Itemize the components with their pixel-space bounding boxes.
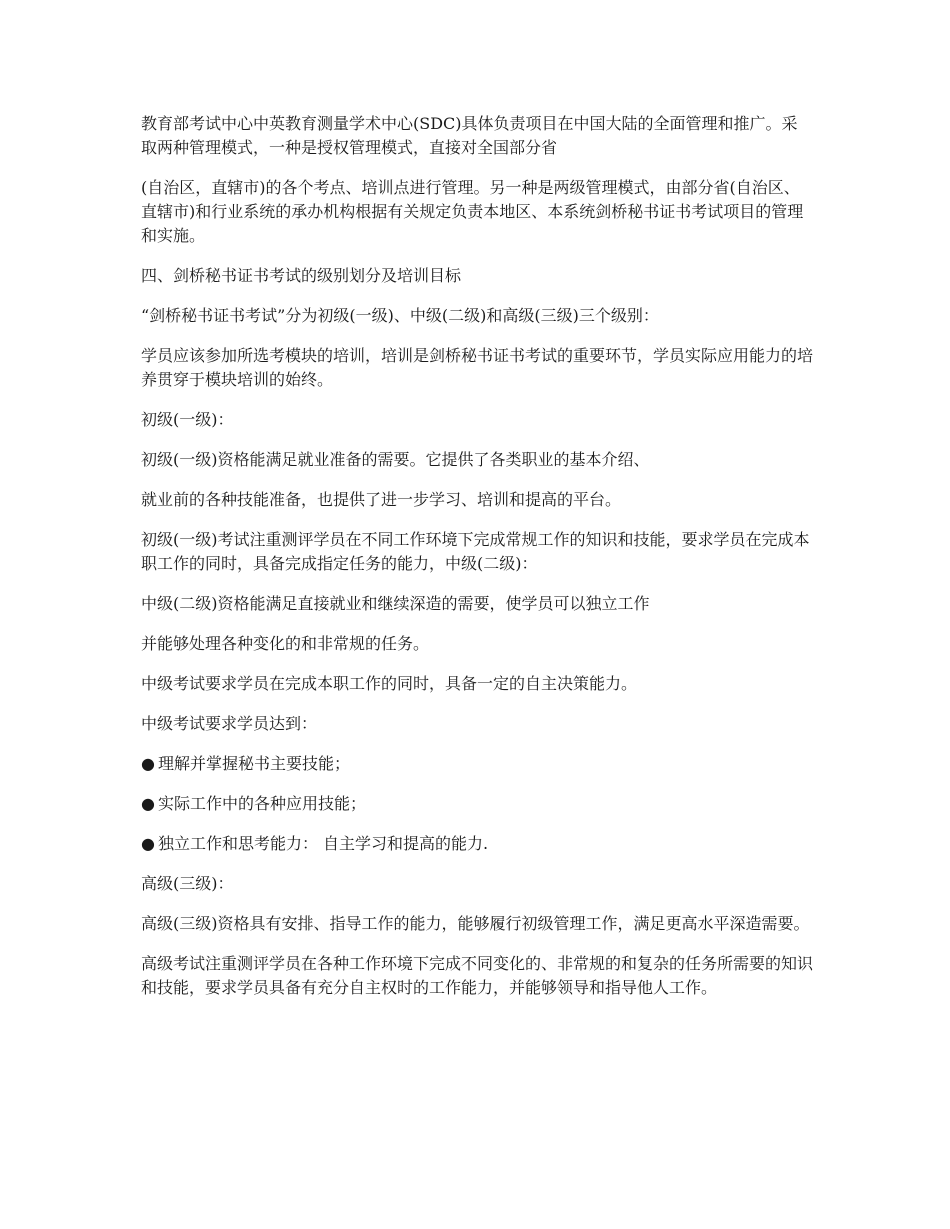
paragraph-training: 学员应该参加所选考模块的培训，培训是剑桥秘书证书考试的重要环节，学员实际应用能力的培养贯穿于模块培训的始终。: [141, 346, 814, 389]
bullet-item: [141, 792, 813, 816]
bullet-text: 独立工作和思考能力： 自主学习和提高的能力.: [157, 834, 489, 853]
subheading-level-three: 高级(三级)：: [141, 874, 234, 893]
paragraph-level-three-intro: 高级(三级)资格具有安排、指导工作的能力，能够履行初级管理工作，满足更高水平深造需要。: [141, 914, 810, 933]
paragraph-level-two-intro: 中级(二级)资格能满足直接就业和继续深造的需要，使学员可以独立工作: [141, 594, 650, 613]
paragraph-level-one-intro: 初级(一级)资格能满足就业准备的需要。它提供了各类职业的基本介绍、: [141, 450, 650, 469]
bullet-item: [141, 752, 813, 776]
bullet-item: [141, 832, 813, 856]
section-heading-levels: 四、剑桥秘书证书考试的级别划分及培训目标: [141, 266, 462, 285]
document-body: [141, 112, 813, 1016]
bullet-icon: ●: [141, 754, 155, 773]
paragraph-level-three-exam: 高级考试注重测评学员在各种工作环境下完成不同变化的、非常规的和复杂的任务所需要的知识和技能，要求学员具备有充分自主权时的工作能力，并能够领导和指导他人工作。: [141, 954, 814, 997]
bullet-text: 理解并掌握秘书主要技能；: [157, 754, 350, 773]
bullet-text: 实际工作中的各种应用技能；: [157, 794, 366, 813]
paragraph-level-two-requirements: 中级考试要求学员达到：: [141, 714, 318, 733]
bullet-icon: ●: [141, 794, 155, 813]
paragraph-level-two-exam: 中级考试要求学员在完成本职工作的同时，具备一定的自主决策能力。: [141, 674, 638, 693]
paragraph-level-one-skills: 就业前的各种技能准备，也提供了进一步学习、培训和提高的平台。: [141, 490, 622, 509]
paragraph-three-levels: “剑桥秘书证书考试”分为初级(一级)、中级(二级)和高级(三级)三个级别：: [141, 306, 659, 325]
paragraph-management-modes: (自治区，直辖市)的各个考点、培训点进行管理。另一种是两级管理模式，由部分省(自治区、直辖市)和行业系统的承办机构根据有关规定负责本地区、本系统剑桥秘书证书考试项目的管理和实施。: [141, 178, 804, 245]
paragraph-level-two-tasks: 并能够处理各种变化的和非常规的任务。: [141, 634, 430, 653]
paragraph-sdc-management: 教育部考试中心中英教育测量学术中心(SDC)具体负责项目在中国大陆的全面管理和推广。采取两种管理模式，一种是授权管理模式，直接对全国部分省: [141, 114, 798, 157]
bullet-icon: ●: [141, 834, 155, 853]
paragraph-level-one-exam: 初级(一级)考试注重测评学员在不同工作环境下完成常规工作的知识和技能，要求学员在完成本职工作的同时，具备完成指定任务的能力，中级(二级)：: [141, 530, 810, 573]
subheading-level-one: 初级(一级)：: [141, 410, 234, 429]
